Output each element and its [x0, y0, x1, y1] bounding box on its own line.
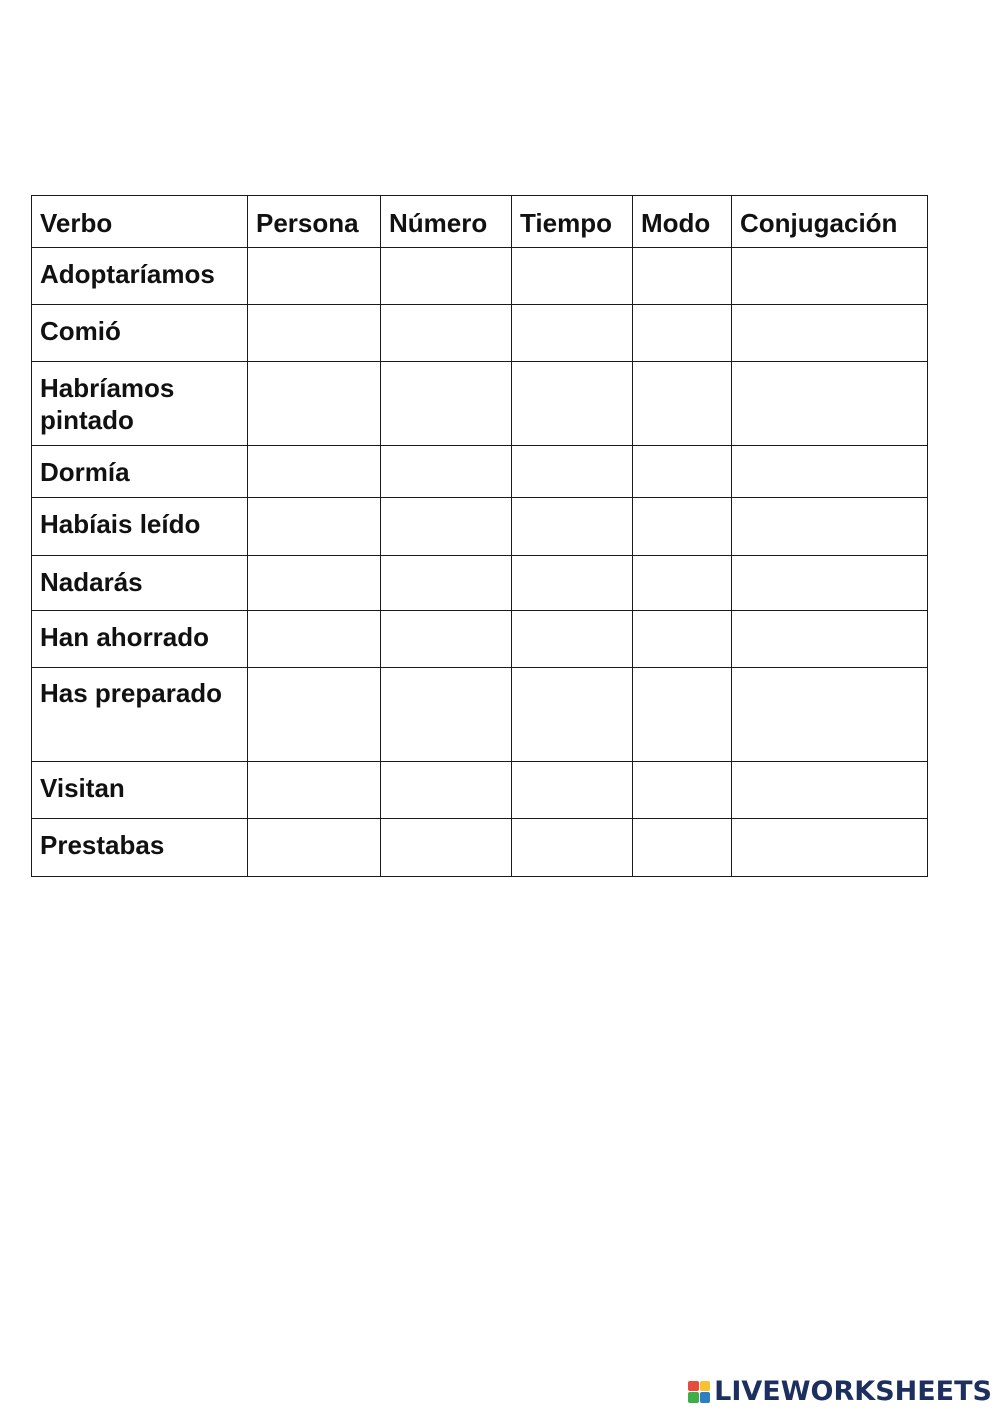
- tiempo-answer-cell[interactable]: [512, 819, 633, 877]
- verb-cell: Comió: [32, 305, 248, 362]
- verb-cell: Habríamos pintado: [32, 362, 248, 446]
- table-row: [32, 305, 928, 362]
- modo-answer-cell[interactable]: [633, 248, 732, 305]
- persona-answer-cell[interactable]: [248, 305, 381, 362]
- logo-square: [688, 1381, 699, 1392]
- table-row: [32, 362, 928, 446]
- persona-answer-cell[interactable]: [248, 762, 381, 819]
- numero-answer-cell[interactable]: [381, 556, 512, 611]
- header-tiempo: Tiempo: [512, 196, 633, 248]
- table-row: [32, 668, 928, 762]
- verb-cell: Prestabas: [32, 819, 248, 877]
- modo-answer-cell[interactable]: [633, 498, 732, 556]
- liveworksheets-brand: [688, 1376, 992, 1407]
- modo-answer-cell[interactable]: [633, 611, 732, 668]
- table-row: [32, 819, 928, 877]
- tiempo-answer-cell[interactable]: [512, 762, 633, 819]
- verb-conjugation-table: [31, 195, 928, 877]
- table-row: [32, 498, 928, 556]
- numero-answer-cell[interactable]: [381, 446, 512, 498]
- table-row: [32, 611, 928, 668]
- modo-answer-cell[interactable]: [633, 446, 732, 498]
- tiempo-answer-cell[interactable]: [512, 668, 633, 762]
- conjugacion-answer-cell[interactable]: [732, 498, 928, 556]
- conjugacion-answer-cell[interactable]: [732, 556, 928, 611]
- numero-answer-cell[interactable]: [381, 305, 512, 362]
- tiempo-answer-cell[interactable]: [512, 305, 633, 362]
- numero-answer-cell[interactable]: [381, 668, 512, 762]
- verb-cell: Adoptaríamos: [32, 248, 248, 305]
- conjugacion-answer-cell[interactable]: [732, 362, 928, 446]
- verb-cell: Visitan: [32, 762, 248, 819]
- persona-answer-cell[interactable]: [248, 498, 381, 556]
- table-row: [32, 762, 928, 819]
- liveworksheets-logo-icon: [688, 1381, 710, 1403]
- modo-answer-cell[interactable]: [633, 362, 732, 446]
- table-row: [32, 446, 928, 498]
- persona-answer-cell[interactable]: [248, 611, 381, 668]
- header-modo: Modo: [633, 196, 732, 248]
- table-row: [32, 556, 928, 611]
- logo-square: [700, 1392, 711, 1403]
- persona-answer-cell[interactable]: [248, 668, 381, 762]
- brand-name: LIVEWORKSHEETS: [714, 1376, 992, 1407]
- persona-answer-cell[interactable]: [248, 362, 381, 446]
- verb-cell: Han ahorrado: [32, 611, 248, 668]
- header-verbo: Verbo: [32, 196, 248, 248]
- tiempo-answer-cell[interactable]: [512, 611, 633, 668]
- numero-answer-cell[interactable]: [381, 611, 512, 668]
- tiempo-answer-cell[interactable]: [512, 362, 633, 446]
- persona-answer-cell[interactable]: [248, 556, 381, 611]
- numero-answer-cell[interactable]: [381, 498, 512, 556]
- tiempo-answer-cell[interactable]: [512, 498, 633, 556]
- persona-answer-cell[interactable]: [248, 446, 381, 498]
- persona-answer-cell[interactable]: [248, 248, 381, 305]
- tiempo-answer-cell[interactable]: [512, 556, 633, 611]
- numero-answer-cell[interactable]: [381, 819, 512, 877]
- numero-answer-cell[interactable]: [381, 762, 512, 819]
- conjugacion-answer-cell[interactable]: [732, 762, 928, 819]
- numero-answer-cell[interactable]: [381, 362, 512, 446]
- verb-cell: Habíais leído: [32, 498, 248, 556]
- header-row: [32, 196, 928, 248]
- numero-answer-cell[interactable]: [381, 248, 512, 305]
- conjugacion-answer-cell[interactable]: [732, 446, 928, 498]
- tiempo-answer-cell[interactable]: [512, 248, 633, 305]
- verb-cell: Nadarás: [32, 556, 248, 611]
- conjugacion-answer-cell[interactable]: [732, 248, 928, 305]
- verb-cell: Dormía: [32, 446, 248, 498]
- verb-cell: Has preparado: [32, 668, 248, 762]
- conjugacion-answer-cell[interactable]: [732, 305, 928, 362]
- header-persona: Persona: [248, 196, 381, 248]
- modo-answer-cell[interactable]: [633, 305, 732, 362]
- table-row: [32, 248, 928, 305]
- logo-square: [700, 1381, 711, 1392]
- modo-answer-cell[interactable]: [633, 819, 732, 877]
- logo-square: [688, 1392, 699, 1403]
- header-numero: Número: [381, 196, 512, 248]
- modo-answer-cell[interactable]: [633, 556, 732, 611]
- modo-answer-cell[interactable]: [633, 668, 732, 762]
- conjugacion-answer-cell[interactable]: [732, 611, 928, 668]
- modo-answer-cell[interactable]: [633, 762, 732, 819]
- conjugacion-answer-cell[interactable]: [732, 819, 928, 877]
- persona-answer-cell[interactable]: [248, 819, 381, 877]
- tiempo-answer-cell[interactable]: [512, 446, 633, 498]
- header-conjugacion: Conjugación: [732, 196, 928, 248]
- conjugacion-answer-cell[interactable]: [732, 668, 928, 762]
